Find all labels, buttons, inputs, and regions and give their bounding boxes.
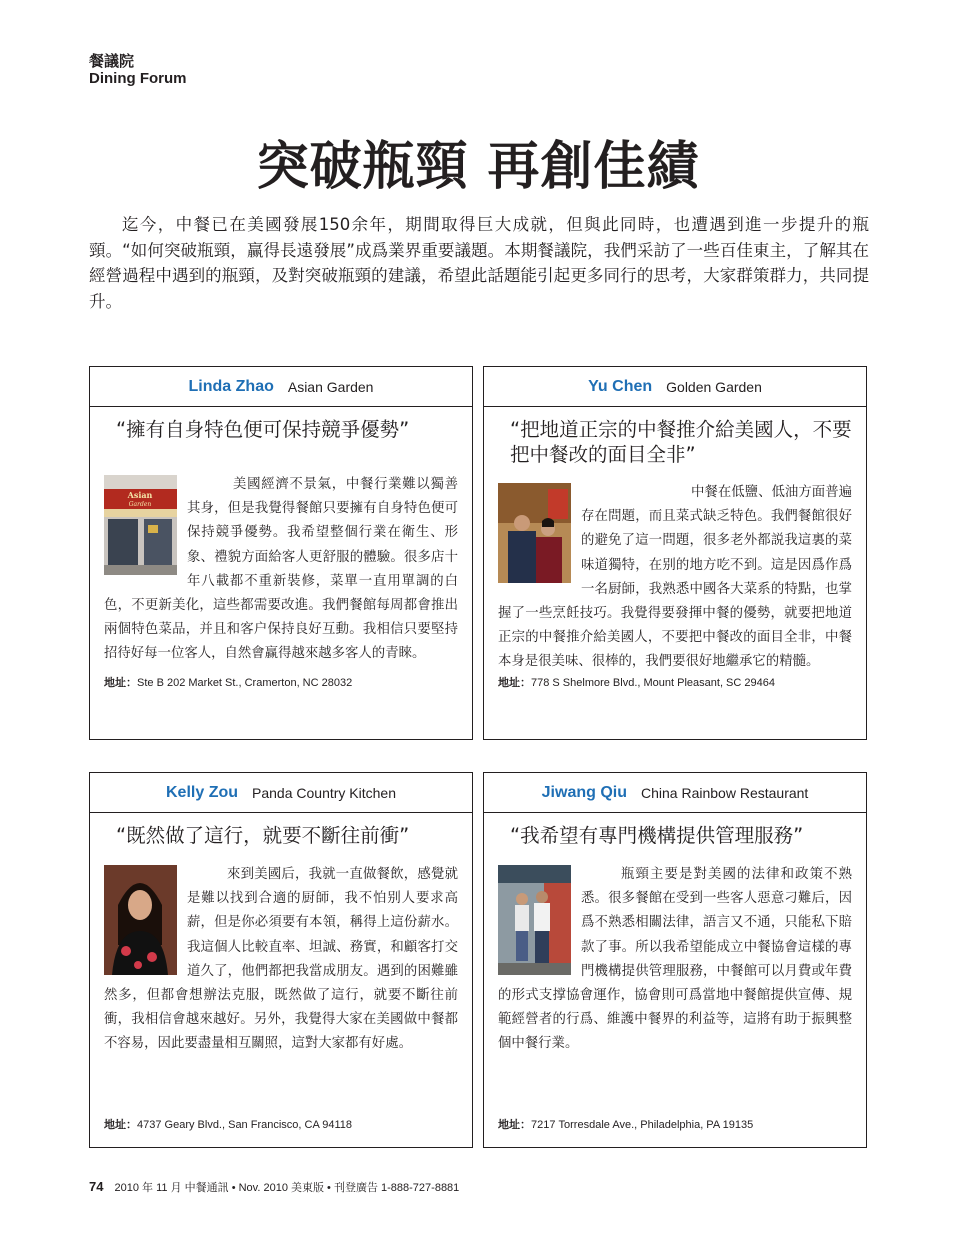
address-line xyxy=(104,671,352,695)
interview-text xyxy=(90,863,472,1147)
footer-info: 2010 年 11 月 中餐通訊 • Nov. 2010 美東版 • 刊登廣告 1-888-727-8881 xyxy=(114,1182,460,1194)
restaurant-name: Asian Garden xyxy=(287,378,374,395)
owner-couple-photo xyxy=(498,483,571,583)
address-line xyxy=(498,1113,753,1137)
interview-text xyxy=(484,481,866,705)
address-value: 4737 Geary Blvd., San Francisco, CA 94118 xyxy=(137,1118,353,1131)
interview-paragraph: 中餐在低鹽、低油方面普遍存在問題，而且菜式缺乏特色。我們餐館很好的避免了這一問題，很多老外都説我這裏的菜味道獨特，在别的地方吃不到。這是因爲作爲一名厨師，我熟悉中國各大菜系的特點，也掌握了一些烹飪技巧。我覺得要發揮中餐的優勢，就要把地道正宗的中餐推介給美國人，不要把中餐改的面目全非，中餐本身是很美味、很棒的，我們要很好地繼承它的精髓。 xyxy=(498,485,852,670)
pull-quote: “我希望有專門機構提供管理服務” xyxy=(510,824,804,847)
interview-paragraph: 美國經濟不景氣，中餐行業難以獨善其身，但是我覺得餐館只要擁有自身特色便可保持競爭優勢。我希望整個行業在衛生、形象、禮貌方面給客人更舒服的體驗。很多店十年八載都不重新裝修，菜單一直用單調的白色，不更新美化，這些都需要改進。我們餐館每周都會推出兩個特色菜品，并且和客户保持良好互動。我相信只要堅持招待好每一位客人，自然會赢得越來越多客人的青睞。 xyxy=(104,477,458,662)
restaurant-name: Golden Garden xyxy=(666,378,762,395)
interview-text xyxy=(90,473,472,705)
person-name: Yu Chen xyxy=(588,377,653,395)
section-title-english: Dining Forum xyxy=(89,70,187,87)
pull-quote: “擁有自身特色便可保持競爭優勢” xyxy=(116,418,410,441)
pull-quote: “把地道正宗的中餐推介給美國人，不要把中餐改的面目全非” xyxy=(510,418,852,466)
card-header xyxy=(90,773,472,813)
owners-storefront-photo xyxy=(498,865,571,975)
address-label: 地址： xyxy=(498,675,531,689)
interview-paragraph: 來到美國后，我就一直做餐飲，感覺就是難以找到合適的厨師，我不怕别人要求高薪，但是你必須要有本領，稱得上這份薪水。我這個人比較直率、坦誠、務實，和顧客打交道久了，他們都把我當成朋友。遇到的困難雖然多，但都會想辦法克服，既然做了這行，就要不斷往前衝，我相信會越來越好。另外，我覺得大家在美國做中餐都不容易，因此要盡量相互關照，這對大家都有好處。 xyxy=(104,867,458,1052)
address-line xyxy=(498,671,775,695)
section-title-chinese: 餐議院 xyxy=(89,52,135,70)
interview-card-linda-zhao xyxy=(89,366,473,740)
address-value: 7217 Torresdale Ave., Philadelphia, PA 19135 xyxy=(531,1118,754,1131)
page-footer xyxy=(89,1179,459,1195)
interview-card-jiwang-qiu xyxy=(483,772,867,1148)
person-name: Linda Zhao xyxy=(188,377,274,395)
pull-quote: “既然做了這行，就要不斷往前衝” xyxy=(116,824,410,847)
restaurant-name: China Rainbow Restaurant xyxy=(641,784,809,801)
card-header xyxy=(90,367,472,407)
address-value: 778 S Shelmore Blvd., Mount Pleasant, SC 29464 xyxy=(531,676,775,689)
card-header xyxy=(484,367,866,407)
card-header xyxy=(484,773,866,813)
sign-text-2: Garden xyxy=(128,501,152,508)
interview-card-yu-chen xyxy=(483,366,867,740)
address-label: 地址： xyxy=(498,1117,531,1131)
interview-paragraph: 瓶頸主要是對美國的法律和政策不熟悉。很多餐館在受到一些客人惡意刁難后，因爲不熟悉相關法律，語言又不通，只能私下賠款了事。所以我希望能成立中餐協會這樣的專門機構提供管理服務，中餐館可以月費或年費的形式支撑協會運作，協會則可爲當地中餐館提供宣傳、規範經營者的行爲、維護中餐界的利益等，這將有助于振興整個中餐行業。 xyxy=(498,867,852,1052)
page-number: 74 xyxy=(89,1179,104,1194)
restaurant-storefront-photo xyxy=(104,475,177,575)
address-label: 地址： xyxy=(104,1117,137,1131)
person-name: Jiwang Qiu xyxy=(541,783,627,801)
sign-text: Asian xyxy=(127,490,153,500)
person-name: Kelly Zou xyxy=(166,783,239,801)
interview-text xyxy=(484,863,866,1147)
address-line xyxy=(104,1113,352,1137)
interview-card-kelly-zou xyxy=(89,772,473,1148)
article-intro: 迄今，中餐已在美國發展150余年，期間取得巨大成就，但與此同時，也遭遇到進一步提升的瓶頸。“如何突破瓶頸，赢得長遠發展”成爲業界重要議題。本期餐議院，我們采訪了一些百佳東主，了解其在經營過程中遇到的瓶頸，及對突破瓶頸的建議，希望此話題能引起更多同行的思考，大家群策群力，共同提升。 xyxy=(89,215,869,311)
address-label: 地址： xyxy=(104,675,137,689)
article-title: 突破瓶頸 再創佳績 xyxy=(256,136,700,197)
restaurant-name: Panda Country Kitchen xyxy=(252,784,396,801)
owner-portrait-photo xyxy=(104,865,177,975)
address-value: Ste B 202 Market St., Cramerton, NC 28032 xyxy=(137,676,353,689)
